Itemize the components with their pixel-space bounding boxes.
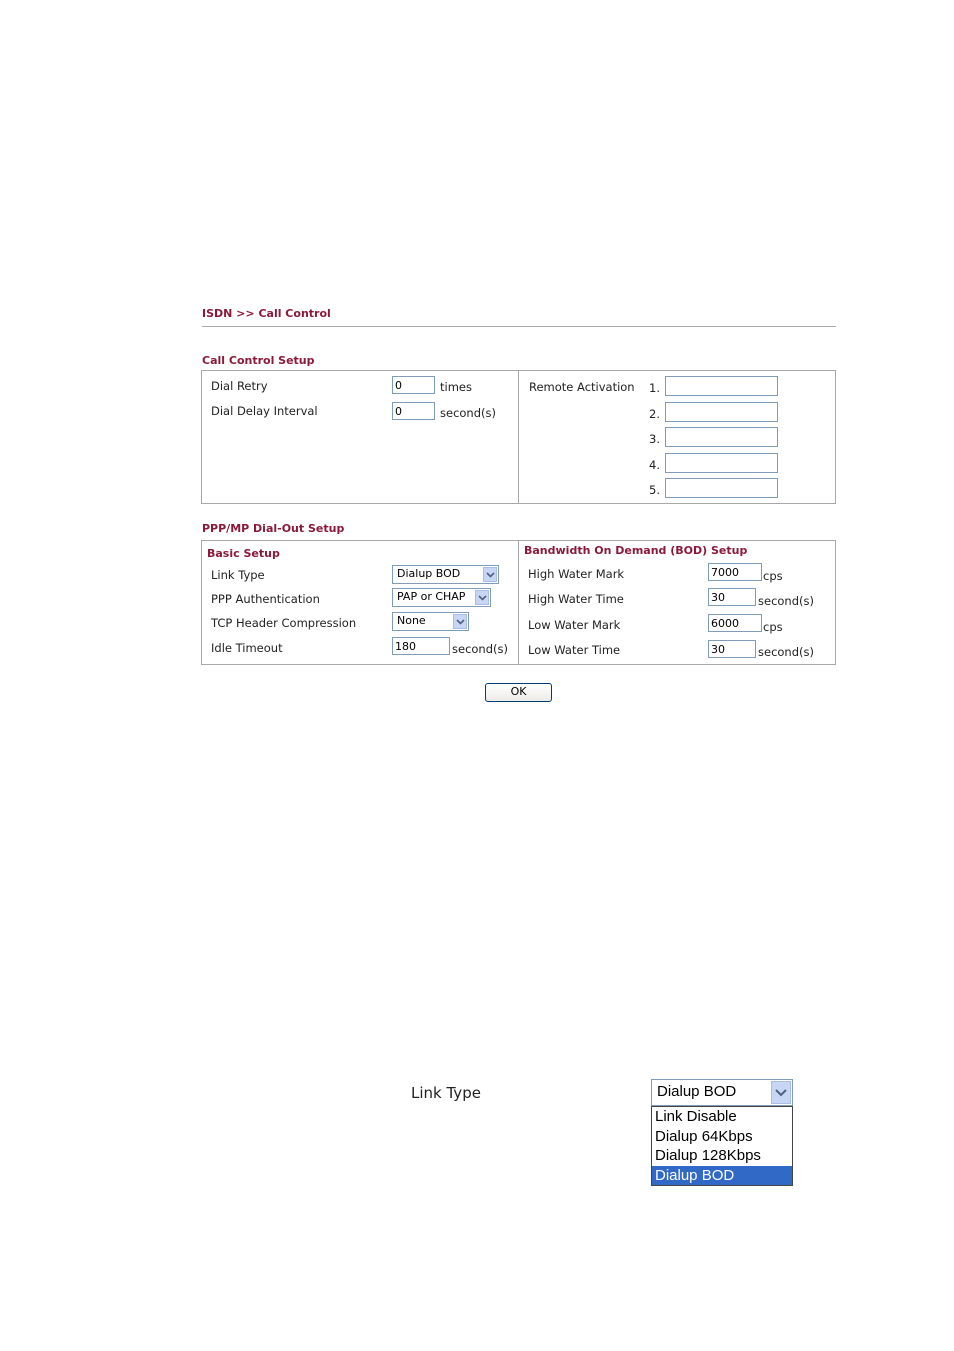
ppp-section-title: PPP/MP Dial-Out Setup	[202, 522, 345, 535]
high-water-time-input[interactable]	[708, 588, 756, 606]
breadcrumb-divider	[202, 326, 836, 327]
idle-timeout-unit: second(s)	[452, 642, 508, 656]
low-water-time-label: Low Water Time	[528, 643, 621, 657]
call-control-section-title: Call Control Setup	[202, 354, 315, 367]
dial-retry-input[interactable]	[392, 376, 435, 394]
high-water-mark-label: High Water Mark	[528, 567, 625, 581]
link-type-value: Dialup BOD	[397, 567, 461, 580]
low-water-mark-input[interactable]	[708, 614, 762, 632]
remote-activation-input-2[interactable]	[665, 402, 778, 422]
high-water-mark-unit: cps	[763, 569, 783, 583]
chevron-down-icon[interactable]	[483, 567, 497, 582]
dial-retry-label: Dial Retry	[211, 379, 268, 393]
idle-timeout-input[interactable]	[392, 637, 450, 655]
link-type-option[interactable]: Dialup 128Kbps	[655, 1147, 761, 1164]
remote-activation-input-3[interactable]	[665, 427, 778, 447]
chevron-down-icon[interactable]	[771, 1081, 791, 1104]
ppp-panel-divider	[518, 541, 519, 664]
chevron-down-icon[interactable]	[453, 614, 467, 629]
ppp-auth-label: PPP Authentication	[211, 592, 320, 606]
remote-activation-input-5[interactable]	[665, 478, 778, 498]
link-type-large-select[interactable]	[651, 1079, 793, 1106]
low-water-time-unit: second(s)	[758, 645, 814, 659]
ppp-auth-select[interactable]	[392, 588, 491, 607]
remote-activation-num-3: 3.	[649, 432, 660, 446]
remote-activation-num-4: 4.	[649, 458, 660, 472]
dial-delay-label: Dial Delay Interval	[211, 404, 318, 418]
link-type-options-list[interactable]	[651, 1106, 793, 1186]
tcp-header-select[interactable]	[392, 612, 469, 631]
basic-setup-title: Basic Setup	[207, 547, 280, 560]
panel-divider	[518, 371, 519, 503]
ppp-auth-value: PAP or CHAP	[397, 590, 466, 603]
tcp-header-label: TCP Header Compression	[211, 616, 357, 630]
low-water-mark-unit: cps	[763, 620, 783, 634]
remote-activation-num-2: 2.	[649, 407, 660, 421]
link-type-option[interactable]: Dialup 64Kbps	[655, 1127, 753, 1145]
remote-activation-num-1: 1.	[649, 381, 660, 395]
chevron-down-icon[interactable]	[475, 590, 489, 605]
tcp-header-value: None	[397, 614, 426, 627]
dial-delay-input[interactable]	[392, 402, 435, 420]
link-type-option[interactable]: Link Disable	[655, 1108, 737, 1125]
high-water-time-unit: second(s)	[758, 594, 814, 608]
low-water-mark-label: Low Water Mark	[528, 618, 621, 632]
ok-button[interactable]: OK	[485, 683, 552, 702]
link-type-large-value: Dialup BOD	[657, 1083, 737, 1100]
breadcrumb: ISDN >> Call Control	[202, 307, 331, 320]
dial-delay-unit: second(s)	[440, 406, 496, 420]
dial-retry-unit: times	[440, 380, 472, 394]
remote-activation-label: Remote Activation	[529, 380, 635, 394]
idle-timeout-label: Idle Timeout	[211, 641, 283, 655]
remote-activation-input-4[interactable]	[665, 453, 778, 473]
low-water-time-input[interactable]	[708, 640, 756, 658]
bod-setup-title: Bandwidth On Demand (BOD) Setup	[524, 544, 748, 557]
remote-activation-input-1[interactable]	[665, 376, 778, 396]
link-type-large-label: Link Type	[411, 1084, 481, 1102]
high-water-time-label: High Water Time	[528, 592, 624, 606]
link-type-label: Link Type	[211, 568, 265, 582]
link-type-option-selected[interactable]: Dialup BOD	[652, 1166, 792, 1186]
link-type-select[interactable]	[392, 565, 499, 584]
remote-activation-num-5: 5.	[649, 483, 660, 497]
high-water-mark-input[interactable]	[708, 563, 762, 581]
